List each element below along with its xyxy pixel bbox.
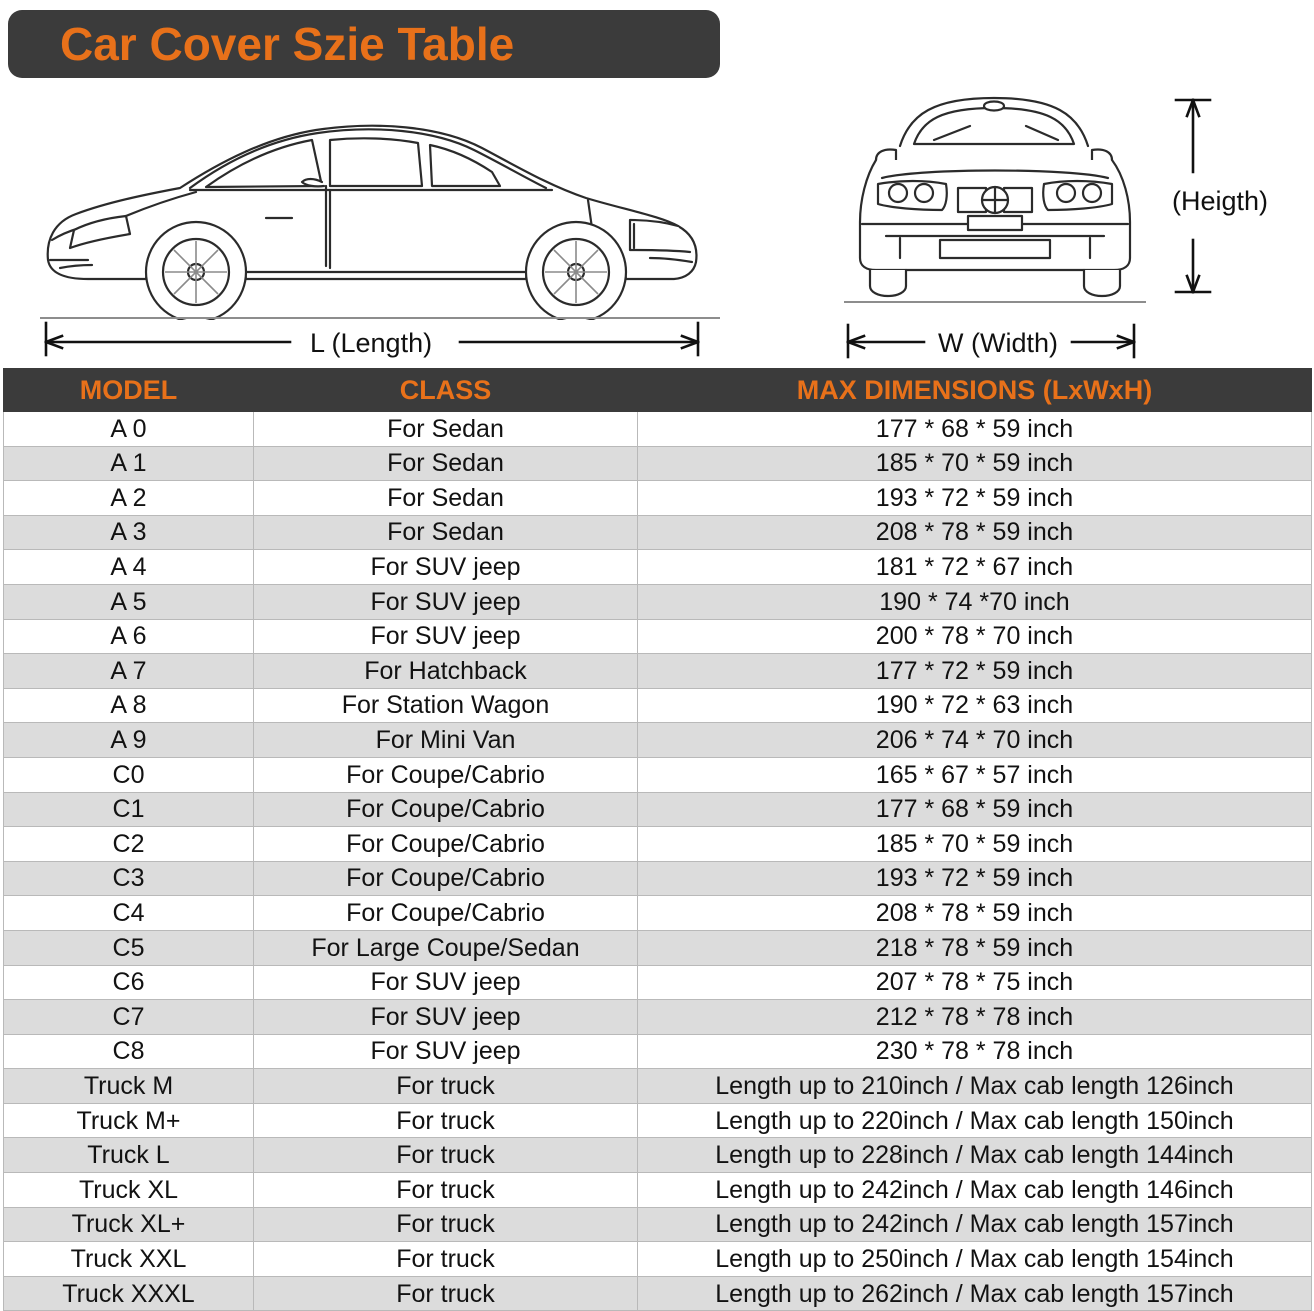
table-row	[4, 723, 1312, 758]
cell-dimensions: 190 * 72 * 63 inch	[638, 688, 1312, 723]
cell-dimensions: 177 * 68 * 59 inch	[638, 412, 1312, 447]
cell-dimensions: 165 * 67 * 57 inch	[638, 757, 1312, 792]
table-row	[4, 1034, 1312, 1069]
cell-class: For Large Coupe/Sedan	[254, 930, 638, 965]
cell-class: For Station Wagon	[254, 688, 638, 723]
cell-dimensions: 208 * 78 * 59 inch	[638, 896, 1312, 931]
cell-dimensions: 185 * 70 * 59 inch	[638, 446, 1312, 481]
cell-model: C3	[4, 861, 254, 896]
table-row	[4, 1103, 1312, 1138]
cell-class: For Sedan	[254, 446, 638, 481]
cell-class: For SUV jeep	[254, 550, 638, 585]
cell-dimensions: 177 * 72 * 59 inch	[638, 654, 1312, 689]
cell-class: For Coupe/Cabrio	[254, 792, 638, 827]
cell-dimensions: 185 * 70 * 59 inch	[638, 827, 1312, 862]
cell-model: Truck XXXL	[4, 1276, 254, 1311]
sedan-coupe-side-view-icon	[30, 90, 730, 320]
cell-dimensions: 230 * 78 * 78 inch	[638, 1034, 1312, 1069]
cell-dimensions: 181 * 72 * 67 inch	[638, 550, 1312, 585]
cell-class: For SUV jeep	[254, 1034, 638, 1069]
cell-dimensions: Length up to 242inch / Max cab length 146inch	[638, 1173, 1312, 1208]
table-row	[4, 412, 1312, 447]
table-header-row	[4, 369, 1312, 412]
cell-class: For Coupe/Cabrio	[254, 757, 638, 792]
cell-dimensions: 207 * 78 * 75 inch	[638, 965, 1312, 1000]
cell-model: A 0	[4, 412, 254, 447]
cell-model: C4	[4, 896, 254, 931]
cell-model: A 6	[4, 619, 254, 654]
page-title: Car Cover Szie Table	[60, 18, 515, 70]
cell-model: Truck M	[4, 1069, 254, 1104]
table-row	[4, 515, 1312, 550]
cell-dimensions: 190 * 74 *70 inch	[638, 584, 1312, 619]
table-row	[4, 1069, 1312, 1104]
cell-dimensions: 193 * 72 * 59 inch	[638, 481, 1312, 516]
cell-class: For truck	[254, 1276, 638, 1311]
table-row	[4, 827, 1312, 862]
table-row	[4, 584, 1312, 619]
table-row	[4, 792, 1312, 827]
cell-class: For SUV jeep	[254, 584, 638, 619]
sedan-front-view-icon	[830, 80, 1160, 310]
cell-model: Truck M+	[4, 1103, 254, 1138]
table-row	[4, 757, 1312, 792]
cell-model: A 3	[4, 515, 254, 550]
cell-model: A 5	[4, 584, 254, 619]
table-row	[4, 1173, 1312, 1208]
table-row	[4, 1000, 1312, 1035]
cell-model: C5	[4, 930, 254, 965]
cell-dimensions: Length up to 210inch / Max cab length 126inch	[638, 1069, 1312, 1104]
cell-model: Truck XL+	[4, 1207, 254, 1242]
cell-model: A 9	[4, 723, 254, 758]
table-row	[4, 1207, 1312, 1242]
cell-dimensions: 177 * 68 * 59 inch	[638, 792, 1312, 827]
column-header-model: MODEL	[4, 369, 254, 412]
cell-model: C2	[4, 827, 254, 862]
cell-class: For Coupe/Cabrio	[254, 861, 638, 896]
title-banner	[8, 10, 720, 78]
table-row	[4, 965, 1312, 1000]
cell-class: For Coupe/Cabrio	[254, 896, 638, 931]
cell-model: A 4	[4, 550, 254, 585]
cell-dimensions: 208 * 78 * 59 inch	[638, 515, 1312, 550]
table-row	[4, 896, 1312, 931]
length-label: L (Length)	[310, 328, 433, 358]
cell-class: For Coupe/Cabrio	[254, 827, 638, 862]
cell-dimensions: 200 * 78 * 70 inch	[638, 619, 1312, 654]
cell-class: For truck	[254, 1069, 638, 1104]
cell-class: For truck	[254, 1103, 638, 1138]
cell-class: For Mini Van	[254, 723, 638, 758]
cell-dimensions: Length up to 242inch / Max cab length 157inch	[638, 1207, 1312, 1242]
column-header-dimensions: MAX DIMENSIONS (LxWxH)	[638, 369, 1312, 412]
table-row	[4, 619, 1312, 654]
cell-model: A 1	[4, 446, 254, 481]
height-label: (Heigth)	[1172, 186, 1269, 216]
size-table	[3, 368, 1312, 1311]
table-row	[4, 481, 1312, 516]
cell-model: C8	[4, 1034, 254, 1069]
cell-class: For truck	[254, 1138, 638, 1173]
cell-dimensions: 212 * 78 * 78 inch	[638, 1000, 1312, 1035]
cell-dimensions: Length up to 262inch / Max cab length 157inch	[638, 1276, 1312, 1311]
table-row	[4, 861, 1312, 896]
table-row	[4, 1242, 1312, 1277]
cell-class: For Sedan	[254, 481, 638, 516]
cell-dimensions: Length up to 220inch / Max cab length 150inch	[638, 1103, 1312, 1138]
table-row	[4, 930, 1312, 965]
cell-model: A 2	[4, 481, 254, 516]
cell-model: C7	[4, 1000, 254, 1035]
cell-class: For Sedan	[254, 515, 638, 550]
table-row	[4, 1138, 1312, 1173]
cell-class: For truck	[254, 1173, 638, 1208]
table-body	[4, 412, 1312, 1311]
cell-model: Truck XXL	[4, 1242, 254, 1277]
column-header-class: CLASS	[254, 369, 638, 412]
table-row	[4, 550, 1312, 585]
cell-dimensions: 218 * 78 * 59 inch	[638, 930, 1312, 965]
width-label: W (Width)	[938, 328, 1058, 358]
cell-class: For truck	[254, 1242, 638, 1277]
table-row	[4, 688, 1312, 723]
cell-dimensions: 206 * 74 * 70 inch	[638, 723, 1312, 758]
cell-model: C0	[4, 757, 254, 792]
cell-dimensions: Length up to 250inch / Max cab length 154inch	[638, 1242, 1312, 1277]
cell-class: For SUV jeep	[254, 965, 638, 1000]
cell-dimensions: 193 * 72 * 59 inch	[638, 861, 1312, 896]
cell-class: For SUV jeep	[254, 619, 638, 654]
cell-model: Truck XL	[4, 1173, 254, 1208]
cell-model: C6	[4, 965, 254, 1000]
table-row	[4, 1276, 1312, 1311]
cell-class: For Sedan	[254, 412, 638, 447]
cell-class: For Hatchback	[254, 654, 638, 689]
cell-model: Truck L	[4, 1138, 254, 1173]
table-row	[4, 446, 1312, 481]
cell-dimensions: Length up to 228inch / Max cab length 144inch	[638, 1138, 1312, 1173]
cell-model: A 8	[4, 688, 254, 723]
cell-class: For truck	[254, 1207, 638, 1242]
cell-model: A 7	[4, 654, 254, 689]
diagram-area	[0, 80, 1314, 365]
cell-model: C1	[4, 792, 254, 827]
cell-class: For SUV jeep	[254, 1000, 638, 1035]
table-row	[4, 654, 1312, 689]
